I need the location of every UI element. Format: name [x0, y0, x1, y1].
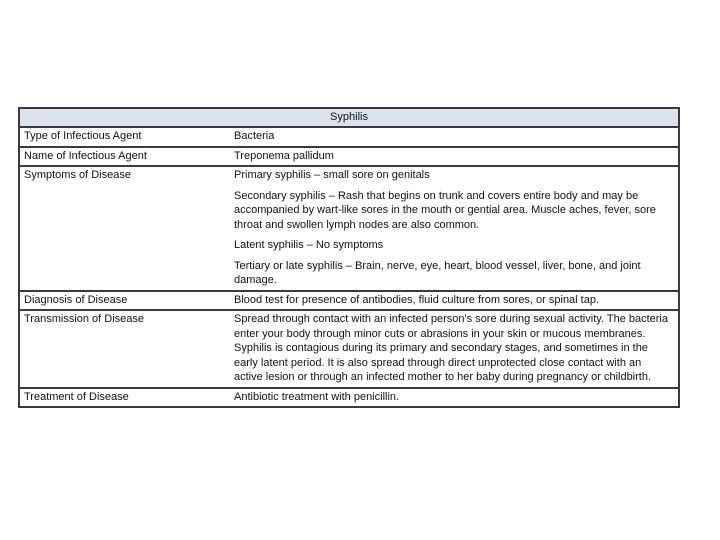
row-value-type-of-infectious-agent: [229, 127, 679, 147]
row-label-treatment-of-disease: Treatment of Disease: [24, 390, 129, 403]
syphilis-table: [18, 107, 680, 408]
row-label-type-of-infectious-agent: Type of Infectious Agent: [19, 127, 229, 147]
value-paragraph-secondary: Secondary syphilis – Rash that begins on trunk and covers entire body and may be accompanied by wart-like sores in the mouth or gential area. Muscle aches, fever, sore throat and swollen lymph nodes are also common.: [234, 189, 656, 231]
row-label-diagnosis-of-disease: Diagnosis of Disease: [19, 291, 229, 311]
table-row: [19, 310, 679, 388]
table-row: [19, 147, 679, 167]
value-paragraph-tertiary: Tertiary or late syphilis – Brain, nerve, eye, heart, blood vessel, liver, bone, and joint damage.: [234, 259, 641, 286]
value-paragraph: Bacteria: [234, 130, 275, 142]
value-paragraph: Spread through contact with an infected person's sore during sexual activity. The bacteria enter your body through minor cuts or abrasions in your skin or mucous membranes. Syphilis is contagious during its primary and secondary stages, and sometimes in the early latent period. It is also spread through direct unprotected close contact with an active lesion or through an infected mother to her baby during pregnancy or childbirth.: [234, 313, 668, 383]
table-row: [19, 291, 679, 311]
row-label-transmission-of-disease: Transmission of Disease: [19, 310, 229, 388]
row-label-symptoms-of-disease: Symptoms of Disease: [19, 166, 229, 291]
table-row: [19, 166, 679, 291]
value-paragraph-primary: Primary syphilis – small sore on genitals: [234, 169, 430, 181]
row-value-name-of-infectious-agent: [229, 147, 679, 167]
value-paragraph: Antibiotic treatment with penicillin.: [234, 390, 400, 403]
row-value-symptoms-of-disease: [229, 166, 679, 291]
value-paragraph-latent: Latent syphilis – No symptoms: [234, 239, 384, 251]
table-row: [19, 127, 679, 147]
row-value-treatment-of-disease: [229, 388, 679, 408]
row-label-name-of-infectious-agent: Name of Infectious Agent: [19, 147, 229, 167]
table-title: Syphilis: [19, 108, 679, 127]
row-value-transmission-of-disease: [229, 310, 679, 388]
table-row: [19, 388, 679, 408]
table-header-row: [19, 108, 679, 127]
value-paragraph: Treponema pallidum: [234, 149, 334, 162]
row-value-diagnosis-of-disease: [229, 291, 679, 311]
value-paragraph: Blood test for presence of antibodies, fluid culture from sores, or spinal tap.: [234, 293, 600, 306]
